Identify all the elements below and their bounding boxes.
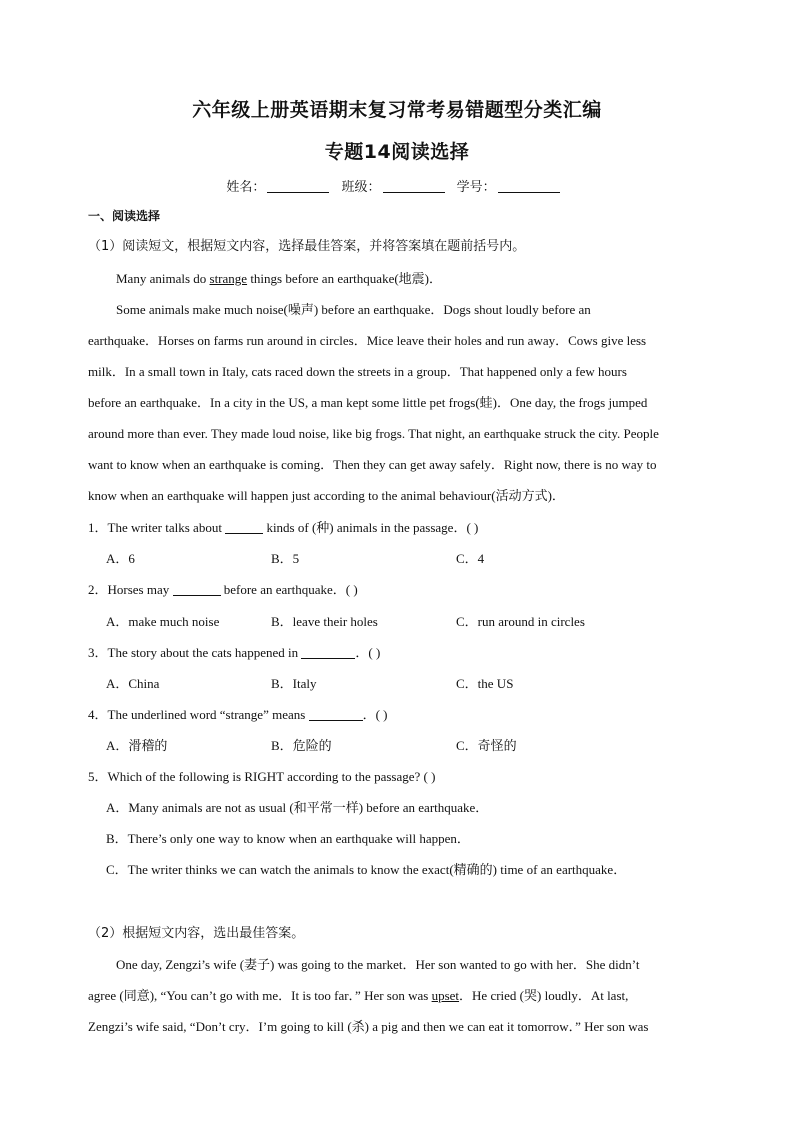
passage2-line-1: One day, Zengzi’s wife (妻子) was going to the market．Her son wanted to go with her．She didn’t: [116, 957, 640, 972]
q5-option-b[interactable]: B．There’s only one way to know when an earthquake will happen．: [106, 831, 470, 846]
answer-blank[interactable]: [225, 533, 263, 534]
question-4: 4．The underlined word “strange” means ．( ): [88, 707, 388, 722]
answer-blank[interactable]: [173, 595, 221, 596]
class-blank[interactable]: [383, 192, 445, 193]
name-blank[interactable]: [267, 192, 329, 193]
q1-option-a[interactable]: A．6: [106, 551, 135, 566]
passage2-line-3: Zengzi’s wife said, “Don’t cry．I’m going to kill (杀) a pig and then we can eat it tomorrow．” Her son was: [88, 1019, 649, 1034]
q5-option-a[interactable]: A．Many animals are not as usual (和平常一样) before an earthquake．: [106, 800, 489, 815]
document-title: 六年级上册英语期末复习常考易错题型分类汇编: [192, 99, 602, 121]
passage1-line-2: earthquake．Horses on farms run around in circles．Mice leave their holes and run away．Cows give less: [88, 333, 647, 348]
q4-option-a[interactable]: A．滑稽的: [106, 738, 168, 753]
class-label: 班级：: [341, 180, 381, 195]
q2-option-c[interactable]: C．run around in circles: [456, 614, 585, 629]
q4-option-b[interactable]: B．危险的: [271, 738, 332, 753]
passage2-line-2: agree (同意), “You can’t go with me．It is too far．” Her son was upset．He cried (哭) loudly．At last,: [88, 988, 629, 1003]
answer-blank[interactable]: [309, 720, 363, 721]
question-2: 2．Horses may before an earthquake．( ): [88, 582, 358, 597]
q3-option-c[interactable]: C．the US: [456, 676, 514, 691]
part1-instruction: （1）阅读短文，根据短文内容，选择最佳答案，并将答案填在题前括号内。: [88, 239, 526, 254]
question-1: 1．The writer talks about kinds of (种) animals in the passage．( ): [88, 520, 479, 535]
answer-blank[interactable]: [301, 658, 355, 659]
q3-option-a[interactable]: A．China: [106, 676, 160, 691]
passage1-line-3: milk．In a small town in Italy, cats raced down the streets in a group．That happened only a few hours: [88, 364, 627, 379]
passage1-line-0: Many animals do strange things before an earthquake(地震)．: [116, 271, 442, 286]
passage1-line-1: Some animals make much noise(噪声) before an earthquake．Dogs shout loudly before an: [116, 302, 591, 317]
q2-option-b[interactable]: B．leave their holes: [271, 614, 378, 629]
id-label: 学号：: [456, 180, 496, 195]
q1-option-b[interactable]: B．5: [271, 551, 300, 566]
passage1-line-5: around more than ever. They made loud noise, like big frogs. That night, an earthquake struck the city. People: [88, 426, 659, 441]
q5-option-c[interactable]: C．The writer thinks we can watch the animals to know the exact(精确的) time of an earthquake．: [106, 862, 627, 877]
passage1-line-4: before an earthquake．In a city in the US, a man kept some little pet frogs(蛙)．One day, the frogs jumped: [88, 395, 648, 410]
q1-option-c[interactable]: C．4: [456, 551, 485, 566]
id-blank[interactable]: [498, 192, 560, 193]
section-heading: 一、阅读选择: [88, 209, 161, 223]
name-label: 姓名：: [226, 180, 266, 195]
q2-option-a[interactable]: A．make much noise: [106, 614, 220, 629]
q4-option-c[interactable]: C．奇怪的: [456, 738, 517, 753]
passage1-line-6: want to know when an earthquake is coming．Then they can get away safely．Right now, there is no way to: [88, 457, 657, 472]
document-subtitle: 专题14阅读选择: [324, 141, 470, 163]
question-3: 3．The story about the cats happened in ．( ): [88, 645, 381, 660]
underlined-word-upset: upset: [431, 988, 460, 1003]
passage1-line-7: know when an earthquake will happen just according to the animal behaviour(活动方式)．: [88, 488, 565, 503]
question-5: 5．Which of the following is RIGHT according to the passage? ( ): [88, 769, 436, 784]
student-info-row: [0, 176, 794, 195]
part2-instruction: （2）根据短文内容，选出最佳答案。: [88, 926, 305, 941]
q3-option-b[interactable]: B．Italy: [271, 676, 317, 691]
underlined-word-strange: strange: [209, 271, 248, 286]
